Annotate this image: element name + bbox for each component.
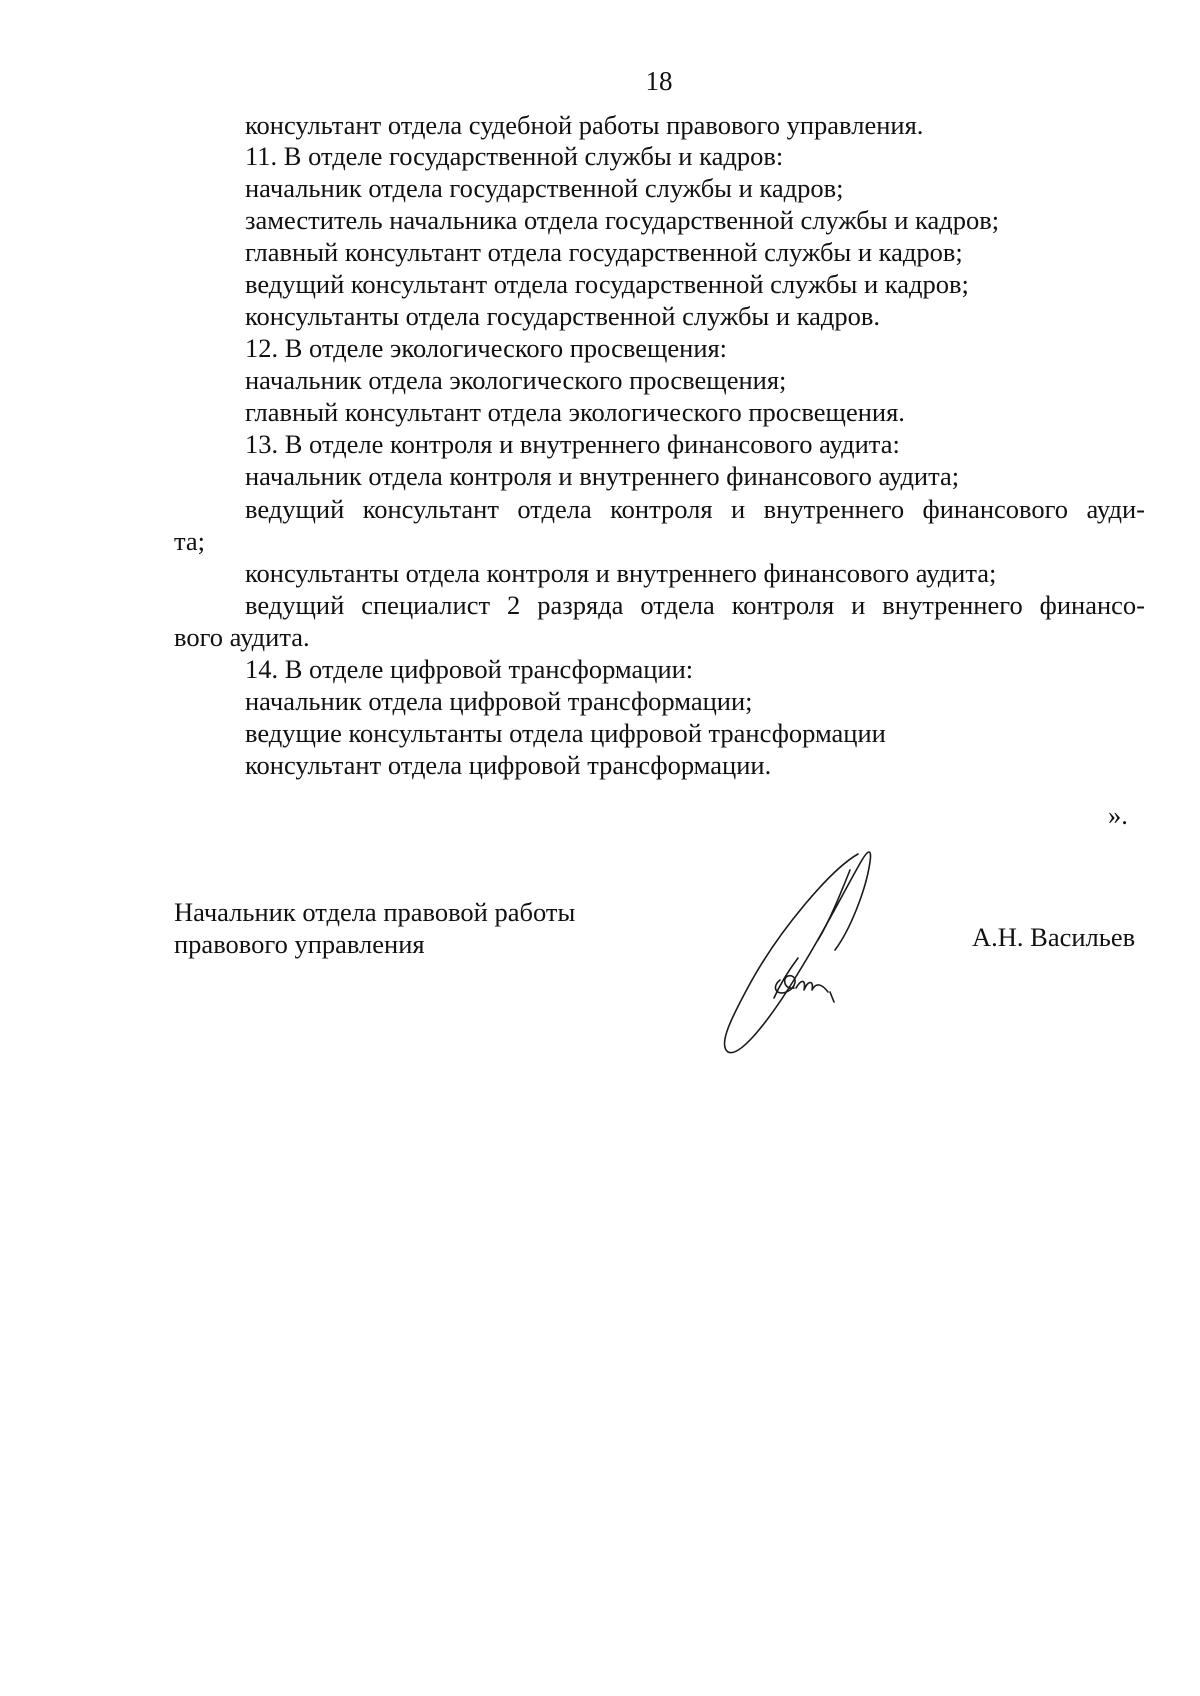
body-line: начальник отдела контроля и внутреннего финансового аудита; — [245, 461, 960, 491]
section-heading: 14. В отделе цифровой трансформации: — [245, 654, 694, 684]
section-heading: 12. В отделе экологического просвещения: — [245, 333, 728, 363]
body-line-justified: ведущий консультант отдела контроля и внутреннего финансового ауди- — [245, 494, 1145, 524]
body-line: консультант отдела судебной работы правового управления. — [245, 110, 924, 140]
body-line-justified: ведущий специалист 2 разряда отдела контроля и внутреннего финансо- — [245, 590, 1145, 620]
signatory-title-line-2: правового управления — [174, 929, 425, 959]
page-number: 18 — [645, 66, 673, 96]
body-line: главный консультант отдела экологического просвещения. — [245, 397, 905, 427]
body-line-continuation: вого аудита. — [174, 622, 310, 652]
closing-quote: ». — [1108, 800, 1128, 830]
body-line: консультанты отдела контроля и внутреннего финансового аудита; — [245, 558, 997, 588]
signatory-title-line-1: Начальник отдела правовой работы — [174, 897, 576, 927]
handwritten-signature-icon — [700, 840, 890, 1060]
section-heading: 13. В отделе контроля и внутреннего финансового аудита: — [245, 429, 900, 459]
body-line: начальник отдела цифровой трансформации; — [245, 686, 753, 716]
section-heading: 11. В отделе государственной службы и кадров: — [245, 141, 784, 171]
body-line-continuation: та; — [174, 526, 206, 556]
body-line: консультанты отдела государственной службы и кадров. — [245, 301, 881, 331]
body-line: консультант отдела цифровой трансформации. — [245, 750, 772, 780]
body-line: главный консультант отдела государственной службы и кадров; — [245, 237, 963, 267]
body-line: заместитель начальника отдела государственной службы и кадров; — [245, 205, 1000, 235]
body-line: ведущий консультант отдела государственной службы и кадров; — [245, 269, 969, 299]
body-line: начальник отдела экологического просвещения; — [245, 365, 787, 395]
body-line: начальник отдела государственной службы и кадров; — [245, 173, 844, 203]
body-line: ведущие консультанты отдела цифровой трансформации — [245, 718, 886, 748]
signatory-name: А.Н. Васильев — [972, 922, 1136, 952]
